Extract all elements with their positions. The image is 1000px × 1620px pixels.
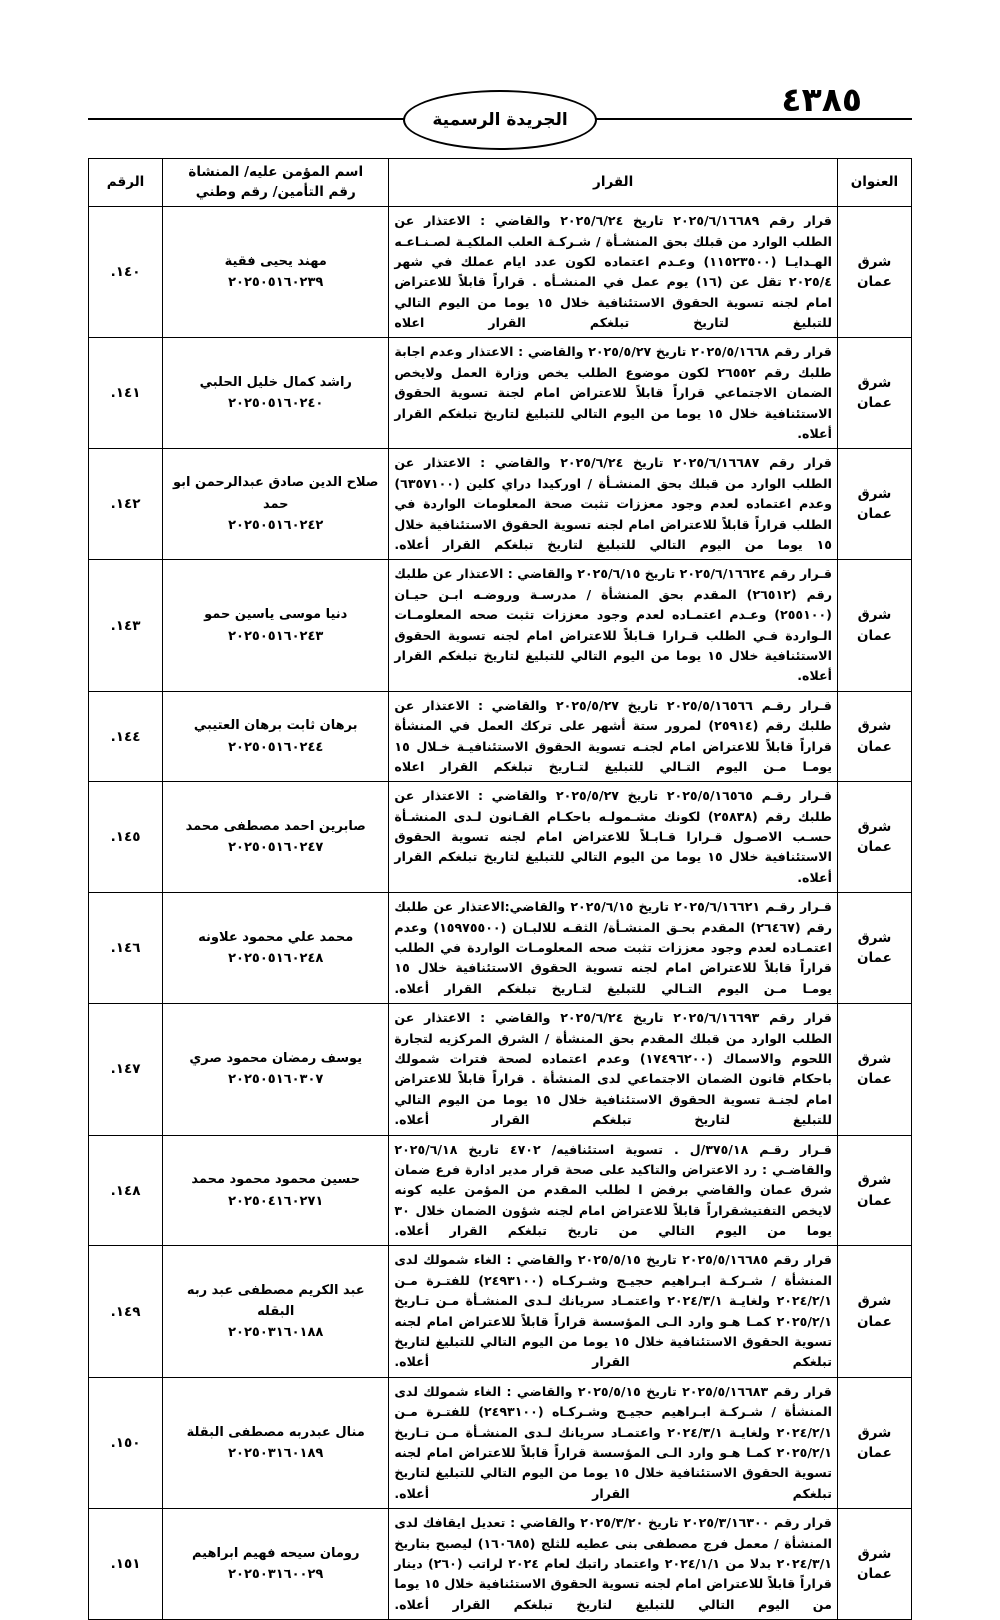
cell-name — [163, 691, 389, 782]
page-number: ٤٣٨٥ — [781, 80, 862, 119]
cell-number: ١٥٠. — [89, 1377, 163, 1508]
column-header-name-line1: اسم المؤمن عليه/ المنشاة — [188, 164, 364, 180]
insurance-number: ٢٠٢٥٠٥١٦٠٢٤٤ — [228, 739, 324, 755]
insured-name: صابرين احمد مصطفى محمد — [185, 818, 366, 834]
insured-name: صلاح الدين صادق عبدالرحمن ابو حمد — [173, 475, 379, 512]
table-header-row — [89, 159, 912, 207]
cell-number: ١٤١. — [89, 338, 163, 449]
cell-name — [163, 560, 389, 691]
table-row — [89, 782, 912, 893]
cell-number: ١٤٣. — [89, 560, 163, 691]
table-row — [89, 207, 912, 338]
cell-decision: قرار رقم ٢٠٢٥/٦/١٦٦٨٩ تاريخ ٢٠٢٥/٦/٢٤ والقاضي : الاعتذار عن الطلب الوارد من قبلك بحق المنشـأة / شـركـة العلب الملكيـة لصـنـاعـه الهـدايـا (١١٥٢٣٥٠٠) وعـدم اعتماده لكون عدد ايام عملك في شهر ٢٠٢٥/٤ تقل عن (١٦) يوم عمل في المنشـأه . قراراً قابلاً للاعتراض امام لجنه تسوية الحقوق الاستئنافية خلال ١٥ يوما من اليوم التالي للتبليغ لتاريخ تبلغكم القرار اعلاه — [389, 207, 838, 338]
cell-address: شرق عمان — [837, 1509, 911, 1620]
table-row — [89, 1377, 912, 1508]
cell-number: ١٥١. — [89, 1509, 163, 1620]
insurance-number: ٢٠٢٥٠٤١٦٠٢٧١ — [228, 1193, 324, 1209]
insurance-number: ٢٠٢٥٠٥١٦٠٢٤٨ — [228, 951, 324, 967]
cell-number: ١٤٦. — [89, 893, 163, 1004]
cell-address: شرق عمان — [837, 338, 911, 449]
table-row — [89, 691, 912, 782]
cell-decision: قـرار رقـم ٢٠٢٥/٥/١٦٥٦٦ تاريخ ٢٠٢٥/٥/٢٧ والقاضي : الاعتذار عن طلبك رقم (٢٥٩١٤) لمرور ستة أشهر على تركك العمل في المنشأة قراراً قابلاً للاعتراض امام لجنـه تسوية الحقوق الاستئنافيـة خـلال ١٥ يومـا مـن اليوم التـالي للتبليغ لتـاريخ تبلغكم القرار اعلاه — [389, 691, 838, 782]
cell-number: ١٤٥. — [89, 782, 163, 893]
column-header-address: العنوان — [837, 159, 911, 207]
cell-decision: قـرار رقم ٢٠٢٥/٦/١٦٦٢٤ تاريخ ٢٠٢٥/٦/١٥ والقاضي : الاعتذار عن طلبك رقم (٢٦٥١٢) المقدم بحق المنشأة / مدرسـة وروضـه ابـن حيـان (٢٥٥١٠٠) وعـدم اعتمـاده لعدم وجود معززات تثبت صحه المعلومـات الـواردة فـي الطلب قـرارا قـابلاً للاعتراض امام لجنه تسوية الحقوق الاستئنافية خلال ١٥ يوما من اليوم التالي للتبليغ لتاريخ تبلغكم القرار أعلاه. — [389, 560, 838, 691]
cell-address: شرق عمان — [837, 782, 911, 893]
insured-name: برهان ثابت برهان العتيبي — [193, 718, 358, 734]
table-row — [89, 560, 912, 691]
table-row — [89, 1135, 912, 1246]
cell-address: شرق عمان — [837, 1135, 911, 1246]
insurance-number: ٢٠٢٥٠٥١٦٠٢٤٧ — [228, 840, 324, 856]
cell-name — [163, 1135, 389, 1246]
table-row — [89, 449, 912, 560]
table-row — [89, 338, 912, 449]
page-header — [88, 60, 912, 152]
cell-address: شرق عمان — [837, 691, 911, 782]
cell-decision: قرار رقم ٢٠٢٥/٥/١٦٦٨٣ تاريخ ٢٠٢٥/٥/١٥ والقاضي : الغاء شمولك لدى المنشأة / شـركـة ابـراهيم حجيـج وشـركـاه (٢٤٩٣١٠٠) للفتـرة مـن ٢٠٢٤/٢/١ ولغايـة ٢٠٢٤/٣/١ واعتمـاد سريانك لـدى المنشـأة مـن تـاريخ ٢٠٢٥/٢/١ كمـا هـو وارد الـى المؤسسة قراراً قابلاً للاعتراض امام لجنه تسوية الحقوق الاستئنافية خلال ١٥ يوما من اليوم التالي للتبليغ لتاريخ تبلغكم القرار أعلاه. — [389, 1377, 838, 1508]
cell-address: شرق عمان — [837, 1377, 911, 1508]
insurance-number: ٢٠٢٥٠٥١٦٠٣٠٧ — [228, 1072, 324, 1088]
column-header-decision: القرار — [389, 159, 838, 207]
cell-name — [163, 338, 389, 449]
cell-number: ١٤٢. — [89, 449, 163, 560]
cell-address: شرق عمان — [837, 1004, 911, 1135]
cell-decision: قرار رقم ٢٠٢٥/٥/١٦٦٨ تاريخ ٢٠٢٥/٥/٢٧ والقاضي : الاعتذار وعدم اجابة طلبك رقم ٢٦٥٥٢ لكون موضوع الطلب يخص وزارة العمل ولايخص الضمان الاجتماعي قراراً قابلاً للاعتراض امام لجنة تسوية الحقوق الاستئنافية خلال ١٥ يوما من اليوم التالي للتبليغ لتاريخ تبلغكم القرار أعلاه. — [389, 338, 838, 449]
cell-name — [163, 893, 389, 1004]
cell-decision: قـرار رقـم ٣٧٥/١٨/ل . تسوية استئنافيه/ ٤٧٠٢ تاريخ ٢٠٢٥/٦/١٨ والقاضـي : رد الاعتراض والتاكيد على صحة قرار مدير ادارة فرع ضمان شرق عمان والقاضي برفض ا لطلب المقدم من المؤمن عليه كونه لايخص التفتيشقراراً قابلاً للاعتراض امام لجنه شؤون الضمان خلال ٣٠ يوما من اليوم التالي من تاريخ تبلغكم القرار أعلاه. — [389, 1135, 838, 1246]
insured-name: يوسف رمضان محمود صري — [189, 1050, 363, 1066]
table-row — [89, 1246, 912, 1377]
insurance-number: ٢٠٢٥٠٣١٦٠٠٢٩ — [228, 1567, 324, 1583]
cell-address: شرق عمان — [837, 560, 911, 691]
insurance-number: ٢٠٢٥٠٣١٦٠١٨٨ — [228, 1325, 324, 1341]
cell-decision: قرار رقم ٢٠٢٥/٥/١٦٦٨٥ تاريخ ٢٠٢٥/٥/١٥ والقاضي : الغاء شمولك لدى المنشأة / شـركـة ابـراهيم حجيـج وشـركـاه (٢٤٩٣١٠٠) للفتـرة مـن ٢٠٢٤/٢/١ ولغايـة ٢٠٢٤/٣/١ واعتمـاد سريانك لـدى المنشـأة مـن تـاريخ ٢٠٢٥/٢/١ كمـا هـو وارد الـى المؤسسة قراراً قابلاً للاعتراض امام لجنه تسوية الحقوق الاستئنافية خلال ١٥ يوما من اليوم التالي للتبليغ لتاريخ تبلغكم القرار أعلاه. — [389, 1246, 838, 1377]
column-header-name — [163, 159, 389, 207]
insured-name: منال عبدربه مصطفى البقلة — [186, 1424, 365, 1440]
cell-address: شرق عمان — [837, 449, 911, 560]
cell-number: ١٤٠. — [89, 207, 163, 338]
table-row — [89, 893, 912, 1004]
cell-name — [163, 207, 389, 338]
cell-name — [163, 1377, 389, 1508]
decisions-table-body — [89, 207, 912, 1620]
insured-name: عبد الكريم مصطفى عبد ربه البقله — [186, 1282, 365, 1319]
insured-name: حسين محمود محمود محمد — [191, 1172, 361, 1188]
column-header-number: الرقم — [89, 159, 163, 207]
insurance-number: ٢٠٢٥٠٥١٦٠٢٤٠ — [228, 396, 324, 412]
cell-decision: قـرار رقـم ٢٠٢٥/٦/١٦٦٢١ تاريخ ٢٠٢٥/٦/١٥ والقاضي:الاعتذار عن طلبك رقم (٢٦٤٦٧) المقدم بحـق المنشـأة/ الثقـه للالبـان (١٥٩٧٥٥٠٠) وعدم اعتمـاده لعدم وجود معززات تثبت صحه المعلومـات الواردة في الطلب قراراً قابلاً للاعتراض امام لجنه تسوية الحقوق الاستئنافية خلال ١٥ يومـا مـن اليوم التـالي للتبليغ لتـاريخ تبلغكم القرار أعلاه. — [389, 893, 838, 1004]
cell-decision: قـرار رقـم ٢٠٢٥/٥/١٦٥٦٥ تاريخ ٢٠٢٥/٥/٢٧ والقاضي : الاعتذار عن طلبك رقم (٢٥٨٣٨) لكونك مشـمولـه باحكـام القـانون لـدى المنشـأة حسـب الاصـول قـرارا قـابـلاً للاعتراض امام لجنه تسوية الحقوق الاستئنافية خلال ١٥ يوما من اليوم التالي للتبليغ لتاريخ تبلغكم القرار أعلاه. — [389, 782, 838, 893]
insured-name: راشد كمال خليل الحلبي — [199, 375, 352, 390]
cell-number: ١٤٨. — [89, 1135, 163, 1246]
insurance-number: ٢٠٢٥٠٥١٦٠٢٤٢ — [228, 518, 324, 534]
cell-number: ١٤٩. — [89, 1246, 163, 1377]
gazette-title-badge: الجريدة الرسمية — [403, 90, 597, 150]
table-row — [89, 1004, 912, 1135]
insured-name: رومان سيحه فهيم ابراهيم — [191, 1545, 360, 1561]
cell-address: شرق عمان — [837, 893, 911, 1004]
cell-name — [163, 1246, 389, 1377]
cell-name — [163, 1004, 389, 1135]
decisions-table — [88, 158, 912, 1620]
insurance-number: ٢٠٢٥٠٣١٦٠١٨٩ — [228, 1446, 324, 1461]
cell-number: ١٤٧. — [89, 1004, 163, 1135]
insured-name: محمد علي محمود علاونه — [198, 929, 354, 945]
cell-decision: قرار رقم ٢٠٢٥/٣/١٦٣٠٠ تاريخ ٢٠٢٥/٣/٢٠ والقاضي : تعديل ايقافك لدى المنشأة / معمل فرج مصطفى بنى عطيه للثلج (١٦٠٦٨٥) ليصبح بتاريخ ٢٠٢٤/٣/١ بدلا من ٢٠٢٤/١/١ واعتماد راتبك لعام ٢٠٢٤ لراتب (٢٦٠) دينار قراراً قابلاً للاعتراض امام لجنه تسوية الحقوق الاستئنافية خلال ١٥ يوما من اليوم التالي للتبليغ لتاريخ تبلغكم القرار أعلاه. — [389, 1509, 838, 1620]
cell-name — [163, 449, 389, 560]
cell-address: شرق عمان — [837, 207, 911, 338]
cell-decision: قرار رقم ٢٠٢٥/٦/١٦٦٩٣ تاريخ ٢٠٢٥/٦/٢٤ والقاضي : الاعتذار عن الطلب الوارد من قبلك المقدم بحق المنشأة / الشرق المركزيه لتجارة اللحوم والاسماك (١٧٤٩٦٢٠٠) وعدم اعتماده لصحة فترات شمولك باحكام قانون الضمان الاجتماعي لدى المنشأة . قراراً قابلاً للاعتراض امام لجنـة تسوية الحقوق الاستئنافية خلال ١٥ يوما من اليوم التالي للتبليغ لتاريخ تبلغكم القرار أعلاه. — [389, 1004, 838, 1135]
cell-address: شرق عمان — [837, 1246, 911, 1377]
column-header-name-line2: رقم التأمين/ رقم وطني — [195, 183, 356, 200]
insurance-number: ٢٠٢٥٠٥١٦٠٢٣٩ — [228, 275, 324, 291]
cell-decision: قرار رقم ٢٠٢٥/٦/١٦٦٨٧ تاريخ ٢٠٢٥/٦/٢٤ والقاضي : الاعتذار عن الطلب الوارد من قبلك بحق المنشـأة / اوركيدا دراي كلين (٦٣٥٧١٠٠) وعدم اعتماده لعدم وجود معززات تثبت صحة المعلومات الواردة في الطلب قراراً قابلاً للاعتراض امام لجنه تسوية الحقوق الاستئنافية خلال ١٥ يوما من اليوم التالي للتبليغ لتاريخ تبلغكم القرار أعلاه. — [389, 449, 838, 560]
insurance-number: ٢٠٢٥٠٥١٦٠٢٤٣ — [228, 628, 324, 644]
table-row — [89, 1509, 912, 1620]
insured-name: دنيا موسى ياسين حمو — [204, 607, 348, 623]
insured-name: مهند يحيى فقية — [224, 253, 327, 269]
cell-number: ١٤٤. — [89, 691, 163, 782]
cell-name — [163, 1509, 389, 1620]
cell-name — [163, 782, 389, 893]
